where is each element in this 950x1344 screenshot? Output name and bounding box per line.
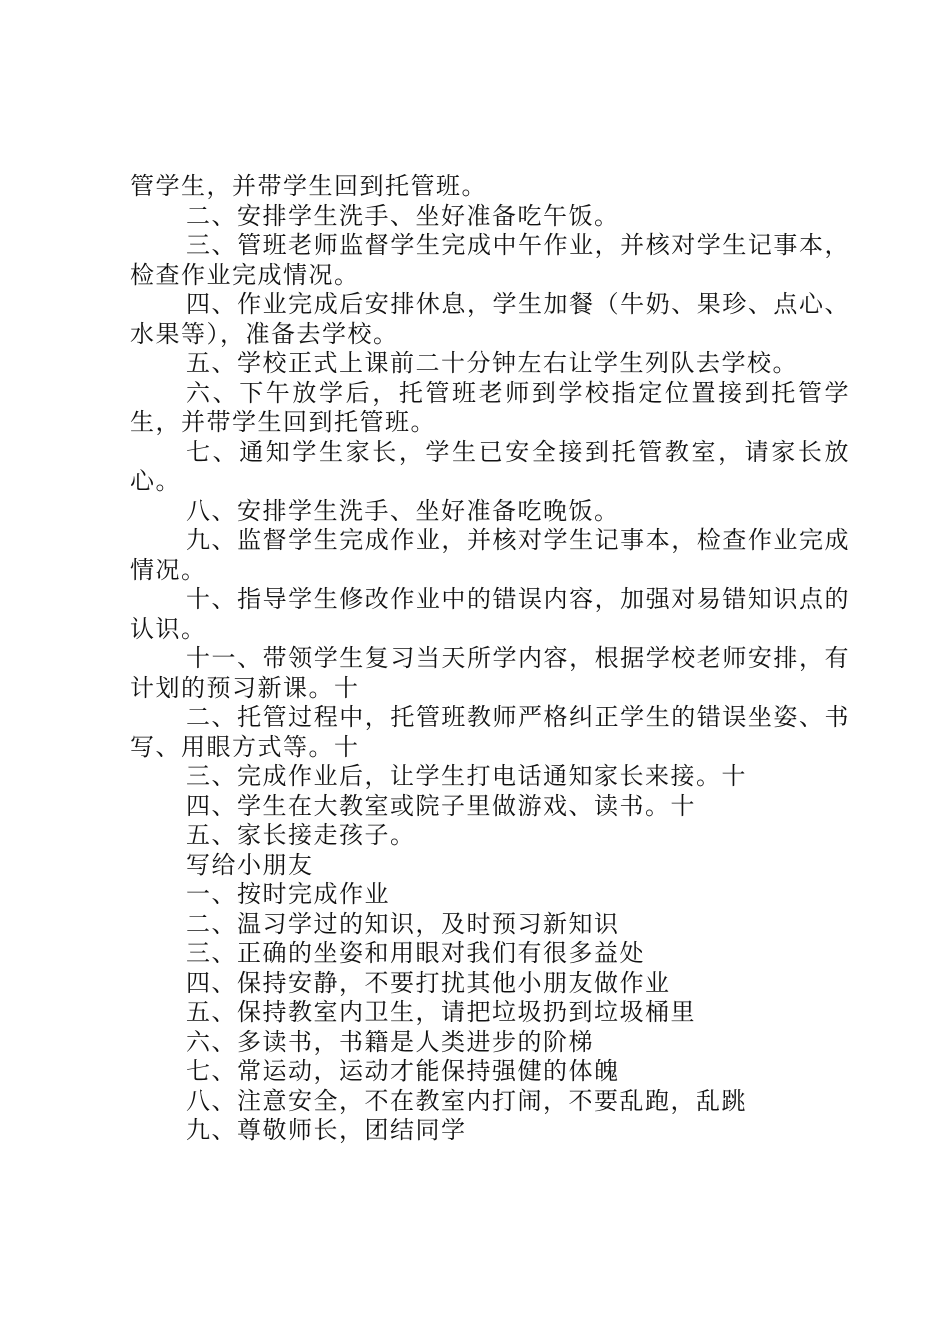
document-body — [130, 172, 850, 1146]
kids-rule-7: 七、常运动，运动才能保持强健的体魄 — [186, 1057, 620, 1085]
paragraph-item-4: 四、作业完成后安排休息，学生加餐（牛奶、果珍、点心、水果等），准备去学校。 — [130, 290, 850, 348]
paragraph-item-7: 七、通知学生家长，学生已安全接到托管教室，请家长放心。 — [130, 437, 850, 495]
paragraph-item-9: 九、监督学生完成作业，并核对学生记事本，检查作业完成情况。 — [130, 526, 850, 584]
paragraph-item-12: 二、托管过程中，托管班教师严格纠正学生的错误坐姿、书写、用眼方式等。十 — [130, 703, 850, 761]
section-heading: 写给小朋友 — [186, 850, 314, 879]
paragraph-continuation: 管学生，并带学生回到托管班。 — [130, 172, 487, 200]
paragraph-item-2: 二、安排学生洗手、坐好准备吃午饭。 — [186, 201, 620, 230]
paragraph-item-15: 五、家长接走孩子。 — [186, 821, 416, 849]
kids-rule-8: 八、注意安全，不在教室内打闹，不要乱跑，乱跳 — [186, 1086, 747, 1115]
kids-rule-5: 五、保持教室内卫生，请把垃圾扔到垃圾桶里 — [186, 998, 696, 1026]
kids-rule-6: 六、多读书，书籍是人类进步的阶梯 — [186, 1027, 594, 1056]
paragraph-item-6: 六、下午放学后，托管班老师到学校指定位置接到托管学生，并带学生回到托管班。 — [130, 378, 850, 436]
paragraph-item-10: 十、指导学生修改作业中的错误内容，加强对易错知识点的认识。 — [130, 585, 850, 643]
kids-rule-1: 一、按时完成作业 — [186, 880, 390, 908]
kids-rule-4: 四、保持安静，不要打扰其他小朋友做作业 — [186, 968, 671, 997]
paragraph-item-11: 十一、带领学生复习当天所学内容，根据学校老师安排，有计划的预习新课。十 — [130, 644, 850, 702]
paragraph-item-3: 三、管班老师监督学生完成中午作业，并核对学生记事本，检查作业完成情况。 — [130, 231, 850, 289]
paragraph-item-5: 五、学校正式上课前二十分钟左右让学生列队去学校。 — [186, 349, 798, 377]
kids-rule-9: 九、尊敬师长，团结同学 — [186, 1116, 467, 1144]
paragraph-item-14: 四、学生在大教室或院子里做游戏、读书。十 — [186, 791, 696, 820]
kids-rule-3: 三、正确的坐姿和用眼对我们有很多益处 — [186, 939, 645, 967]
kids-rule-2: 二、温习学过的知识，及时预习新知识 — [186, 909, 620, 938]
paragraph-item-8: 八、安排学生洗手、坐好准备吃晚饭。 — [186, 496, 620, 525]
paragraph-item-13: 三、完成作业后，让学生打电话通知家长来接。十 — [186, 762, 747, 790]
